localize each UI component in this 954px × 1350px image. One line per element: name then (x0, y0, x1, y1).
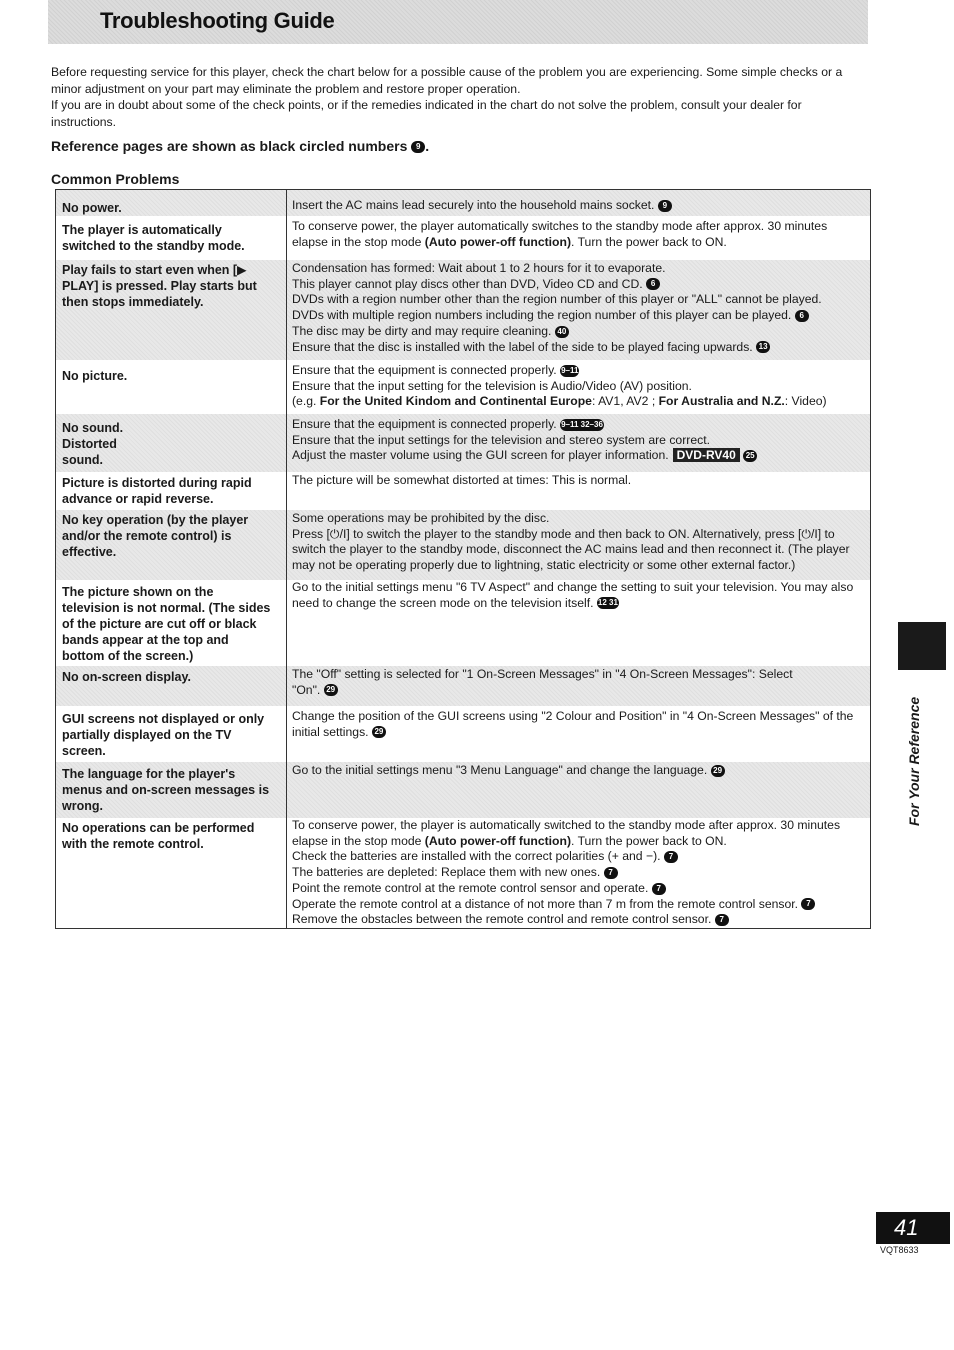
table-row (56, 190, 870, 216)
problem-cell: The language for the player's menus and on-screen messages is wrong. (62, 767, 270, 813)
problem-cell: GUI screens not displayed or only partially displayed on the TV screen. (62, 712, 265, 758)
problem-cell: No sound. Distorted sound. (62, 421, 124, 467)
table-row (56, 360, 870, 414)
page-ref-icon: 7 (715, 914, 729, 926)
table-row (56, 260, 870, 360)
page-ref-icon: 7 (801, 898, 815, 910)
page-ref-icon: 7 (604, 867, 618, 879)
section-tab-marker (898, 622, 946, 670)
problem-cell: No on-screen display. (62, 670, 191, 684)
problem-cell: No key operation (by the player and/or the remote control) is effective. (62, 513, 249, 559)
intro-paragraph-2: If you are in doubt about some of the check points, or if the remedies indicated in the chart do not solve the problem, consult your dealer for instructions. (51, 98, 802, 129)
page-ref-icon: 7 (664, 851, 678, 863)
page-ref-icon: 29 (324, 684, 338, 696)
section-title: Common Problems (51, 171, 180, 187)
page-ref-icon: 9 (658, 200, 672, 212)
remedy-cell: To conserve power, the player automatically switches to the standby mode after approx. 30 minutes elapse in the stop mode (Auto power-off function). Turn the power back to ON. (292, 219, 828, 249)
problem-cell: No operations can be performed with the remote control. (62, 821, 255, 851)
page-ref-icon: 13 (756, 341, 770, 353)
page-ref-icon: 40 (555, 326, 569, 338)
reference-note: Reference pages are shown as black circled numbers 9 . (51, 138, 430, 154)
remedy-cell: Insert the AC mains lead securely into the household mains socket. 9 (292, 198, 864, 214)
remedy-cell: Condensation has formed: Wait about 1 to 2 hours for it to evaporate. This player cannot play discs other than DVD, Video CD and CD. 6 DVDs with a region number other than the region number of this player or "ALL" cannot be played. DVDs with multiple region numbers including the region number of this player can be played. 6 The disc may be dirty and may require cleaning. 40 Ensure that the disc is installed with the label of the side to be played facing upwards. 13 (292, 261, 822, 354)
page-ref-icon: 25 (743, 450, 757, 462)
table-row (56, 818, 870, 928)
table-row (56, 666, 870, 706)
page-number: 41 (894, 1215, 919, 1240)
column-divider (286, 190, 287, 928)
document-code: VQT8633 (880, 1245, 919, 1255)
page-ref-icon: 12 31 (597, 598, 618, 608)
remedy-cell: Go to the initial settings menu "6 TV Aspect" and change the setting to suit your television. You may also need to change the screen mode on the television itself. 12 31 (292, 580, 854, 610)
remedy-cell: Change the position of the GUI screens using "2 Colour and Position" in "4 On-Screen Messages" of the initial settings. 29 (292, 709, 854, 739)
problem-cell: No picture. (62, 369, 128, 383)
table-row (56, 580, 870, 674)
problem-cell: Picture is distorted during rapid advance or rapid reverse. (62, 476, 252, 506)
reference-number-icon: 9 (411, 141, 425, 153)
remedy-cell: Ensure that the equipment is connected properly. 9–11 Ensure that the input setting for the television is Audio/Video (AV) position. (e.g. For the United Kindom and Continental Europe: AV1, AV2 ; For Australia and N.Z.: Video) (292, 363, 827, 409)
remedy-cell: Ensure that the equipment is connected properly. 9–11 32–36 Ensure that the input settings for the television and stereo system are correct. Adjust the master volume using the GUI screen for player information. DVD-RV40 25 (292, 417, 864, 464)
remedy-cell: Go to the initial settings menu "3 Menu Language" and change the language. 29 (292, 763, 864, 779)
troubleshooting-table (55, 189, 871, 929)
table-row (56, 216, 870, 260)
page-ref-icon: 29 (711, 765, 725, 777)
page-ref-icon: 29 (372, 726, 386, 738)
page-title: Troubleshooting Guide (100, 8, 335, 33)
remedy-cell: The "Off" setting is selected for "1 On-Screen Messages" in "4 On-Screen Messages": Select "On". 29 (292, 667, 793, 697)
side-label: For Your Reference (906, 696, 922, 826)
page-ref-icon: 9–11 (561, 365, 579, 375)
table-row (56, 762, 870, 818)
page-ref-icon: 6 (646, 278, 660, 290)
problem-cell: Play fails to start even when [▶ PLAY] is pressed. Play starts but then stops immediately. (62, 263, 257, 309)
table-row (56, 706, 870, 762)
remedy-cell: To conserve power, the player is automatically switched to the standby mode after approx. 30 minutes elapse in the stop mode (Auto power-off function). Turn the power back to ON. Check the batteries are installed with the correct polarities (+ and −). 7 The batteries are depleted: Replace them with new ones. 7 Point the remote control at the remote control sensor and operate. 7 Operate the remote control at a distance of not more than 7 m from the remote control sensor. 7 Remove the obstacles between the remote control and remote control sensor. 7 (292, 818, 841, 927)
table-row (56, 510, 870, 580)
table-row (56, 414, 870, 472)
problem-cell: The picture shown on the television is not normal. (The sides of the picture are cut off or black bands appear at the top and bottom of the screen.) (62, 585, 271, 663)
page-ref-icon: 9–11 32–36 (561, 419, 603, 429)
remedy-cell: The picture will be somewhat distorted at times: This is normal. (292, 473, 632, 487)
remedy-cell: Some operations may be prohibited by the disc. Press [⏻/I] to switch the player to the standby mode and then back to ON. Alternatively, press [⏻/I] to switch the player to the standby mode, disconnect the AC mains lead and then reconnect it. (The player may not be operating properly due to lightning, static electricity or some other external factor.) (292, 511, 850, 573)
intro-text (51, 64, 869, 130)
problem-cell: No power. (62, 201, 122, 215)
page-ref-icon: 7 (652, 883, 666, 895)
model-badge: DVD-RV40 (673, 448, 740, 462)
table-row (56, 472, 870, 510)
page-ref-icon: 6 (795, 310, 809, 322)
problem-cell: The player is automatically switched to the standby mode. (62, 223, 245, 253)
intro-paragraph-1: Before requesting service for this player, check the chart below for a possible cause of the problem you are experiencing. Some simple checks or a minor adjustment on your part may eliminate the problem and restore proper operation. (51, 65, 843, 96)
